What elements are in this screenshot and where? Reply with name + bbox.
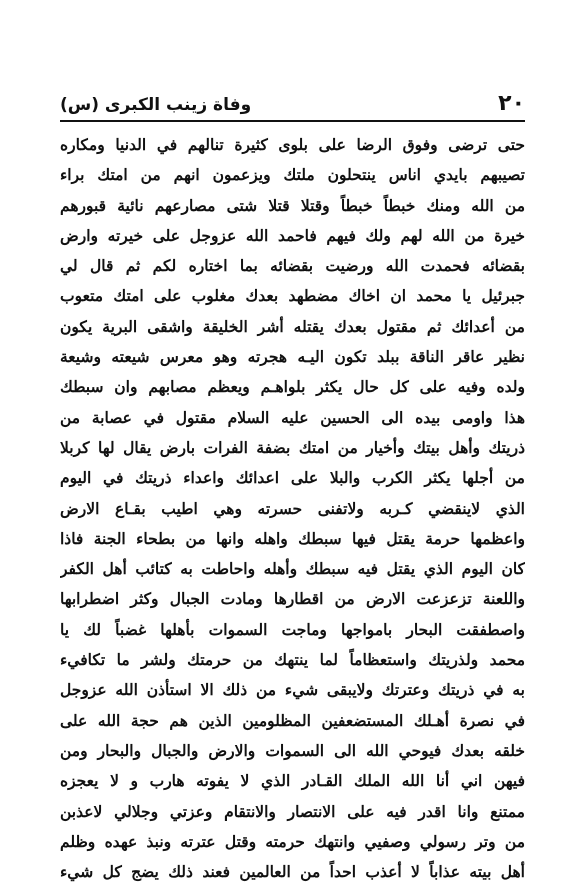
header-divider bbox=[60, 120, 525, 122]
body-text bbox=[60, 130, 525, 887]
text-line: واللعنة تزعزعت الارض من اقطارها ومادت الجبال وكثر اضطرابها bbox=[60, 589, 525, 609]
text-line: تصيبهم بايدي اناس ينتحلون ملتك ويزعمون انهم من امتك براء bbox=[60, 165, 525, 185]
text-line: خيرة من الله لهم ولك فيهم فاحمد الله عزوجل على خيرته وارض bbox=[60, 225, 525, 245]
text-line: من الله ومنك خبطاً خبطاً وقتلا قتلا شتى مصارعهم نائية قبورهم bbox=[60, 195, 525, 215]
text-line: ولده وفيه على كل حال يكثر بلواهـم ويعظم مصابهم وان سبطك bbox=[60, 377, 525, 397]
text-line: واعظمها حرمة يقتل فيها سبطك واهله وانها من بطحاء الجنة فاذا bbox=[60, 528, 525, 548]
text-line: أهل بيته عذاباً لا أعذب احداً من العالمين فعند ذلك يضج كل شيء bbox=[60, 862, 525, 882]
text-line: فيهن اني أنا الله الملك القـادر الذي لا يفوته هارب و لا يعجزه bbox=[60, 771, 525, 791]
text-line: في نصرة أهـلك المستضعفين المظلومين الذين هم حجة الله على bbox=[60, 710, 525, 730]
text-line: ذريتك وأهل بيتك وأخيار من امتك بضفة الفرات بارض يقال لها كربلا bbox=[60, 437, 525, 457]
page-header bbox=[60, 90, 525, 124]
text-line: خلقه بعدك فيوحي الله الى السموات والارض والجبال والبحار ومن bbox=[60, 740, 525, 760]
text-line: به في ذريتك وعترتك ولايبقى شيء من ذلك الا استأذن الله عزوجل bbox=[60, 680, 525, 700]
running-title: وفاة زينب الكبرى (س) bbox=[60, 95, 252, 115]
text-line: الذي لاينقضي كـربه ولاتفنى حسرته وهي اطيب بقـاع الارض bbox=[60, 498, 525, 518]
text-line: حتى ترضى وفوق الرضا على بلوى كثيرة تنالهم في الدنيا ومكاره bbox=[60, 135, 525, 154]
text-line: كان اليوم الذي يقتل فيه سبطك وأهله واحاطت به كتائب أهل الكفر bbox=[60, 559, 525, 579]
text-line: محمد ولذريتك واستعظاماً لما ينتهك من حرمتك ولشر ما تكافيء bbox=[60, 650, 525, 670]
text-line: من أعدائك ثم مقتول بعدك يقتله أشر الخليقة واشقى البرية يكون bbox=[60, 316, 525, 336]
text-line: من وتر رسولي وصفيي وانتهك حرمته وقتل عترته ونبذ عهده وظلم bbox=[60, 831, 525, 851]
text-line: جبرئيل يا محمد ان اخاك مضطهد بعدك مغلوب على امتك متعوب bbox=[60, 286, 525, 306]
text-line: من أجلها يكثر الكرب والبلا على اعدائك واعداء ذريتك في اليوم bbox=[60, 468, 525, 488]
text-line: نظير عاقر الناقة ببلد تكون اليـه هجرته وهو معرس شيعته وشيعة bbox=[60, 347, 525, 367]
page-number: ٢٠ bbox=[498, 91, 525, 116]
text-line: بقضائه فحمدت الله ورضيت بقضائه بما اختاره لكم ثم قال لي bbox=[60, 256, 525, 276]
text-line: واصطفقت البحار بامواجها وماجت السموات بأهلها غضباً لك يا bbox=[60, 619, 525, 639]
text-line: هذا واومى بيده الى الحسين عليه السلام مقتول في عصابة من bbox=[60, 407, 525, 427]
text-line: ممتنع وانا اقدر فيه على الانتصار والانتقام وعزتي وجلالي لاعذبن bbox=[60, 801, 525, 821]
